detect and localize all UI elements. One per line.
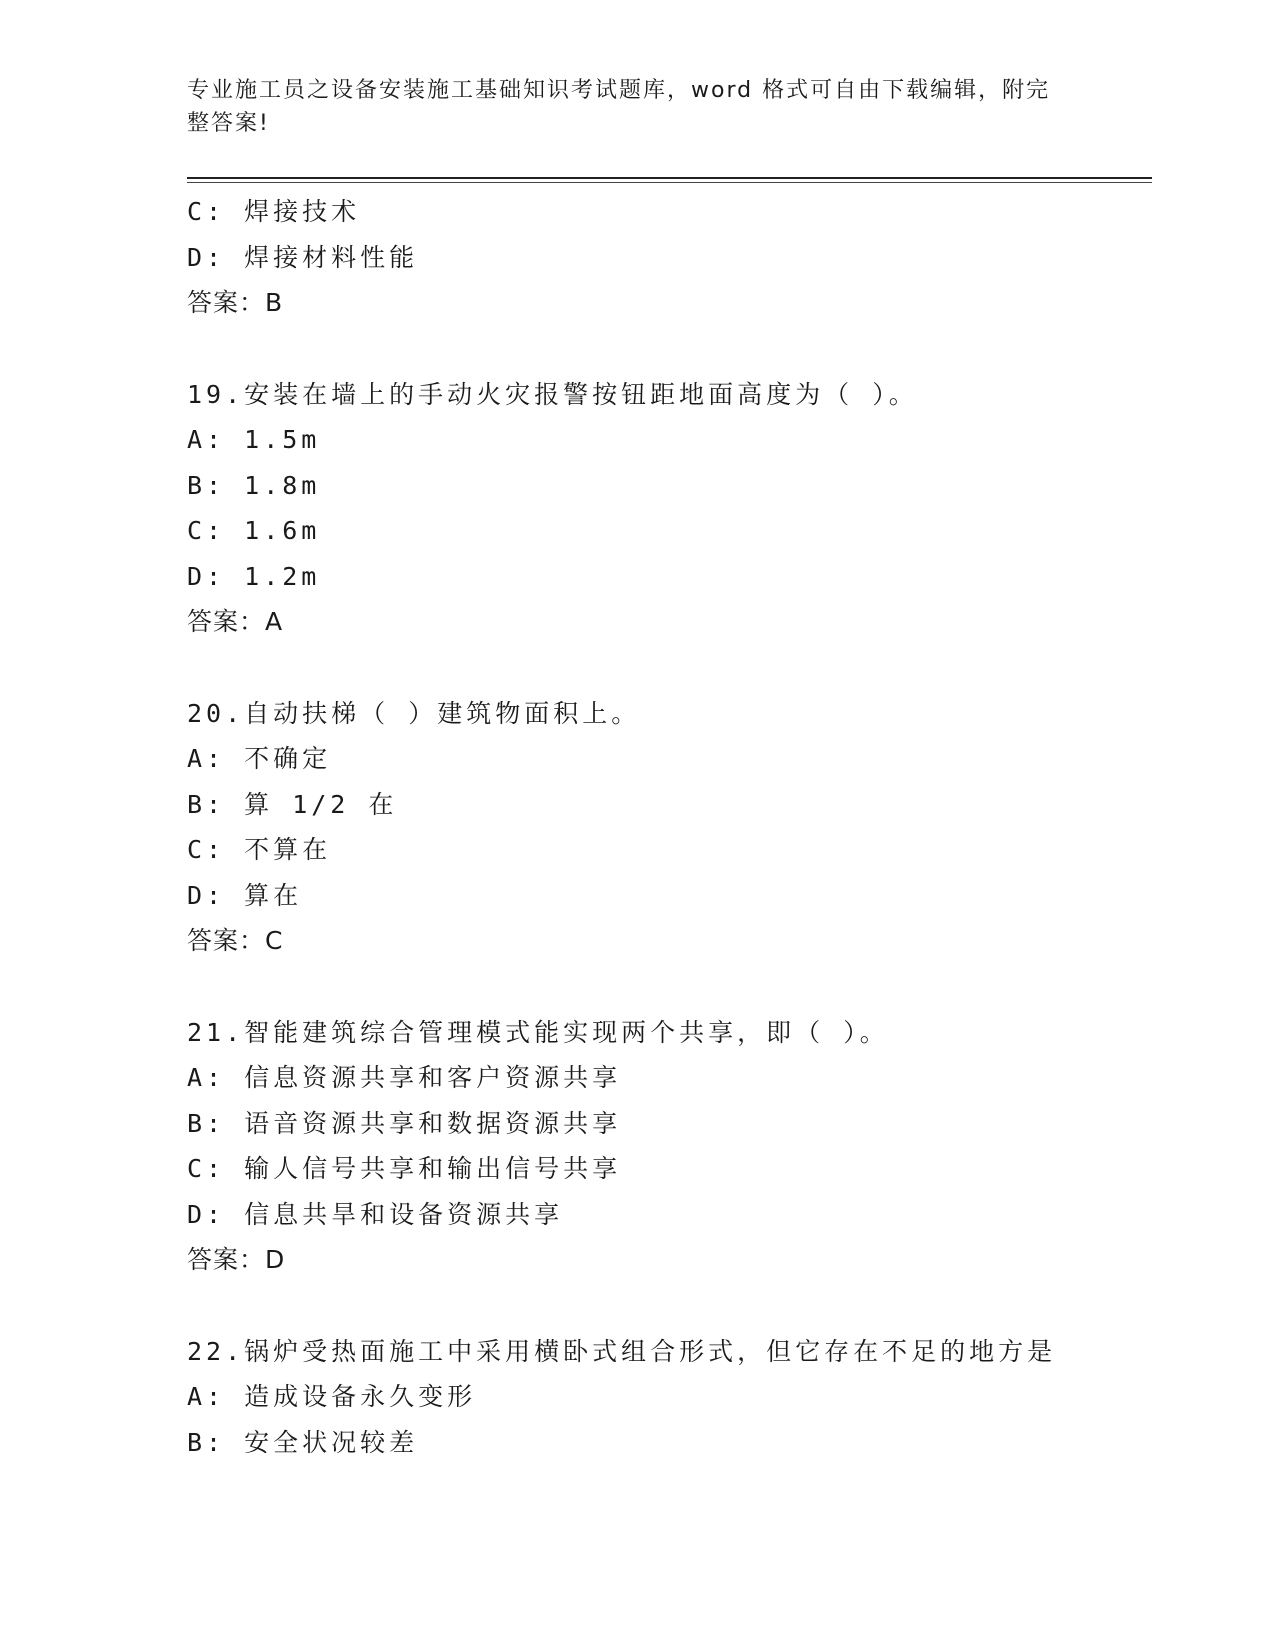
- spacer: [187, 326, 1147, 372]
- question-18-continuation: [187, 189, 1147, 326]
- question-text: 22.锅炉受热面施工中采用横卧式组合形式，但它存在不足的地方是: [187, 1336, 1057, 1366]
- answer-line: 答案：B: [187, 288, 284, 317]
- option-a: A: 不确定: [187, 744, 332, 773]
- document-header: [187, 74, 1067, 140]
- option-b: B: 1.8m: [187, 470, 321, 500]
- option-a: A: 1.5m: [187, 425, 321, 454]
- option-a: A: 信息资源共享和客户资源共享: [187, 1063, 622, 1092]
- option-c: C: 焊接技术: [187, 197, 361, 226]
- answer-line: 答案：C: [187, 926, 284, 955]
- spacer: [187, 645, 1147, 691]
- option-b: B: 安全状况较差: [187, 1427, 419, 1457]
- header-title-line-1: 专业施工员之设备安装施工基础知识考试题库，word 格式可自由下载编辑，附完: [187, 78, 1051, 103]
- question-text: 19.安装在墙上的手动火灾报警按钮距地面高度为（ ）。: [187, 379, 918, 409]
- spacer: [187, 964, 1147, 1010]
- option-a: A: 造成设备永久变形: [187, 1382, 477, 1411]
- option-c: C: 不算在: [187, 835, 332, 864]
- question-text: 21.智能建筑综合管理模式能实现两个共享，即（ ）。: [187, 1017, 889, 1047]
- option-b: B: 语音资源共享和数据资源共享: [187, 1108, 622, 1138]
- spacer: [187, 1283, 1147, 1329]
- question-22: [187, 1329, 1147, 1466]
- answer-line: 答案：A: [187, 607, 284, 636]
- option-d: D: 1.2m: [187, 561, 321, 591]
- option-d: D: 算在: [187, 880, 303, 910]
- header-title-line-2: 整答案!: [187, 111, 270, 136]
- question-19: [187, 372, 1147, 645]
- option-d: D: 信息共旱和设备资源共享: [187, 1199, 564, 1229]
- option-c: C: 1.6m: [187, 516, 321, 545]
- question-list: [187, 189, 1147, 1465]
- answer-line: 答案：D: [187, 1245, 286, 1274]
- option-d: D: 焊接材料性能: [187, 242, 419, 272]
- header-divider-thick: [187, 177, 1152, 179]
- header-divider-thin: [187, 182, 1152, 183]
- option-b: B: 算 1/2 在: [187, 789, 398, 819]
- option-c: C: 输人信号共享和输出信号共享: [187, 1154, 622, 1183]
- question-21: [187, 1010, 1147, 1283]
- question-20: [187, 691, 1147, 964]
- question-text: 20.自动扶梯（ ）建筑物面积上。: [187, 698, 641, 728]
